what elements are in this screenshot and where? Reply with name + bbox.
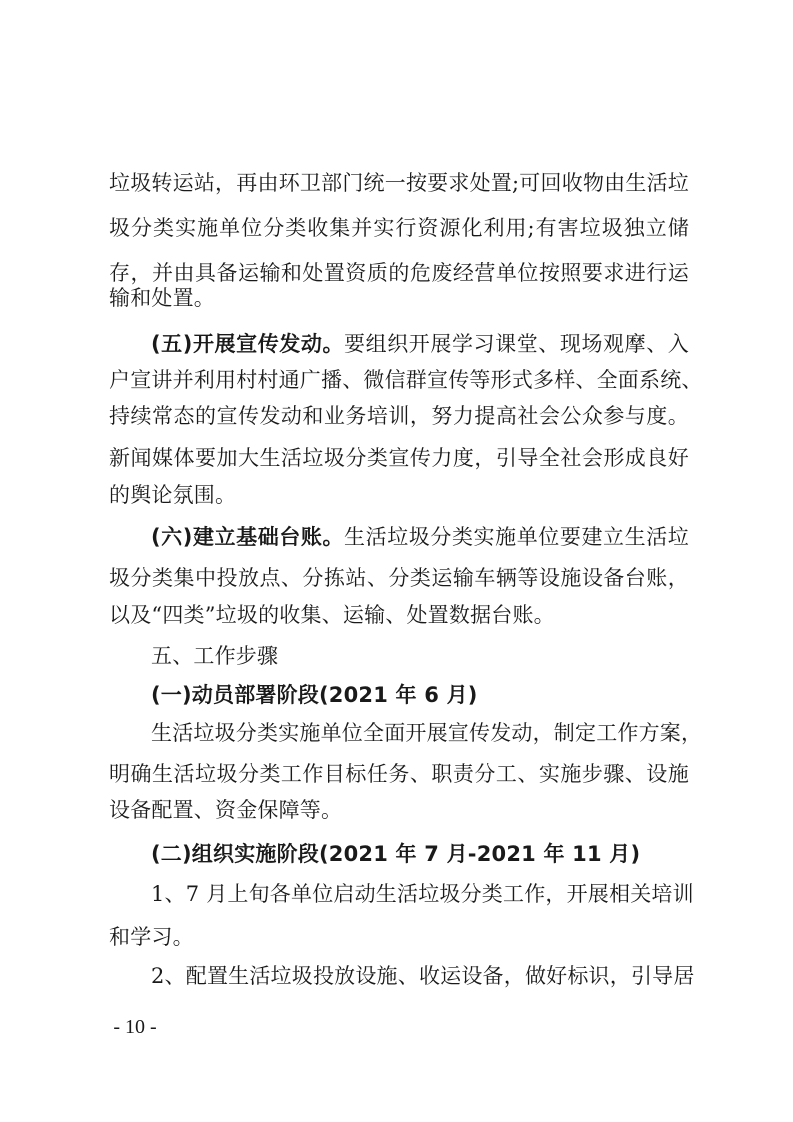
paragraph-line: 以及“四类”垃圾的收集、运输、处置数据台账。 [109, 603, 555, 627]
paragraph-line-lead [151, 522, 689, 552]
paragraph-line: 持续常态的宣传发动和业务培训，努力提高社会公众参与度。 [109, 404, 689, 428]
page-number: - 10 - [113, 1016, 157, 1038]
paragraph-line: 的舆论氛围。 [109, 483, 237, 507]
section-heading: 五、工作步骤 [151, 644, 279, 668]
paragraph-line: 设备配置、资金保障等。 [109, 798, 343, 822]
subsection-heading: (一)动员部署阶段(2021 年 6 月) [151, 683, 478, 707]
paragraph-text: 生活垃圾分类实施单位要建立生活垃 [344, 525, 690, 549]
paragraph-line: 2、配置生活垃圾投放设施、收运设备，做好标识，引导居 [151, 964, 695, 988]
paragraph-line: 圾分类实施单位分类收集并实行资源化利用;有害垃圾独立储 [109, 216, 689, 240]
paragraph-text: 要组织开展学习课堂、现场观摩、入 [344, 332, 690, 356]
paragraph-line: 新闻媒体要加大生活垃圾分类宣传力度，引导全社会形成良好 [109, 446, 689, 470]
bold-lead-publicity: (五)开展宣传发动。 [151, 332, 345, 356]
paragraph-line: 生活垃圾分类实施单位全面开展宣传发动，制定工作方案， [151, 721, 703, 745]
paragraph-line: 存，并由具备运输和处置资质的危废经营单位按照要求进行运 [109, 261, 689, 285]
bold-lead-ledger: (六)建立基础台账。 [151, 525, 345, 549]
paragraph-line-lead [151, 329, 689, 359]
paragraph-line: 和学习。 [109, 925, 194, 949]
paragraph-line: 圾分类集中投放点、分拣站、分类运输车辆等设施设备台账， [109, 566, 689, 590]
paragraph-line: 1、7 月上旬各单位启动生活垃圾分类工作，开展相关培训 [151, 882, 694, 906]
paragraph-line: 明确生活垃圾分类工作目标任务、职责分工、实施步骤、设施 [109, 762, 689, 786]
paragraph-line: 户宣讲并利用村村通广播、微信群宣传等形式多样、全面系统、 [109, 368, 703, 392]
paragraph-line: 垃圾转运站，再由环卫部门统一按要求处置;可回收物由生活垃 [109, 171, 689, 195]
subsection-heading: (二)组织实施阶段(2021 年 7 月-2021 年 11 月) [151, 842, 641, 866]
paragraph-line: 输和处置。 [109, 286, 215, 310]
